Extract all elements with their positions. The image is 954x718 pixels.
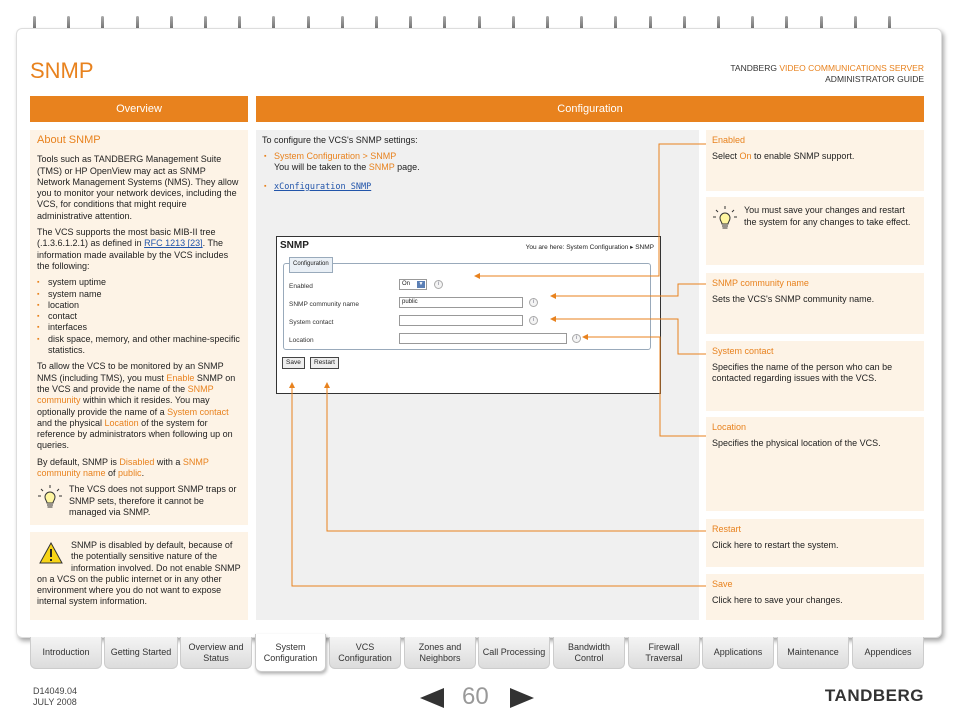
page-number: 60 <box>462 683 489 710</box>
nav-tab-overview-status[interactable]: Overview and Status <box>180 637 252 669</box>
chevron-down-icon: ▼ <box>418 281 424 287</box>
about-paragraph-3: To allow the VCS to be monitored by an SNMP NMS (including TMS), you must Enable SNMP on the VCS and provide the name of the SNMP community within which it resides. You may optionally provide the name of a System contact and the physical Location of the system for reference by administrators when following up on queries. <box>37 361 236 451</box>
about-paragraph-2: The VCS supports the most basic MIB-II tree (.1.3.6.1.2.1) as defined in RFC 1213 [23]. The information made available by the VCS includes the following: <box>37 227 229 271</box>
contact-note: System contact Specifies the name of the person who can be contacted regarding issues with the VCS. <box>706 341 924 411</box>
nav-tab-system-configuration[interactable]: System Configuration <box>255 634 326 672</box>
list-item: ▪ disk space, memory, and other machine-specific statistics. <box>37 334 241 357</box>
document-header: TANDBERG VIDEO COMMUNICATIONS SERVER ADMINISTRATOR GUIDE <box>730 63 924 84</box>
info-icon[interactable]: i <box>529 316 538 325</box>
contact-label: System contact <box>289 319 334 326</box>
tab-configuration: Configuration <box>256 96 924 122</box>
about-paragraph-4: By default, SNMP is Disabled with a SNMP community name of public. <box>37 456 209 479</box>
about-paragraph-1: Tools such as TANDBERG Management Suite (TMS) or HP OpenView may act as SNMP Network Management Systems (NMS). They allow you to monitor your network devices, including the VCS, for conditions that might require administrative attention. <box>37 154 239 221</box>
nav-tab-firewall-traversal[interactable]: Firewall Traversal <box>628 637 700 669</box>
save-button[interactable]: Save <box>282 357 305 369</box>
tip-text: The VCS does not support SNMP traps or SNMP sets, therefore it cannot be managed via SNMP. <box>69 484 237 517</box>
location-note: Location Specifies the physical location of the VCS. <box>706 417 924 511</box>
info-icon[interactable]: i <box>434 280 443 289</box>
info-icon[interactable]: i <box>529 298 538 307</box>
menu-path-item: ▪ System Configuration > SNMP You will be taken to the SNMP page. <box>262 151 682 174</box>
list-item: ▪ contact <box>37 311 241 322</box>
about-snmp-panel <box>30 130 248 525</box>
lightbulb-icon <box>37 484 63 510</box>
rfc-link[interactable]: RFC 1213 [23] <box>144 238 203 249</box>
nav-tab-appendices[interactable]: Appendices <box>852 637 924 669</box>
snmp-page-screenshot <box>276 236 661 394</box>
nav-tab-vcs-configuration[interactable]: VCS Configuration <box>329 637 401 669</box>
warning-icon <box>39 542 63 564</box>
tab-overview: Overview <box>30 96 248 122</box>
page-title: SNMP <box>30 58 94 83</box>
configuration-fieldset <box>283 263 651 350</box>
community-label: SNMP community name <box>289 301 359 308</box>
list-item: ▪ location <box>37 300 241 311</box>
info-icon[interactable]: i <box>572 334 581 343</box>
community-input[interactable]: public <box>399 297 523 308</box>
next-page-arrow-icon[interactable] <box>510 688 534 708</box>
restart-note: Restart Click here to restart the system. <box>706 519 924 567</box>
warning-panel <box>30 532 248 620</box>
contact-input[interactable] <box>399 315 523 326</box>
configuration-panel <box>256 130 699 620</box>
nav-tab-introduction[interactable]: Introduction <box>30 637 102 669</box>
config-intro: To configure the VCS's SNMP settings: <box>262 135 418 145</box>
location-label: Location <box>289 337 314 344</box>
footer-doc-info: D14049.04 JULY 2008 <box>33 686 78 707</box>
nav-tab-getting-started[interactable]: Getting Started <box>104 637 178 669</box>
restart-tip-note: You must save your changes and restart the system for any changes to take effect. <box>706 197 924 265</box>
screenshot-title: SNMP <box>280 240 309 251</box>
cli-item <box>262 181 682 194</box>
nav-tab-bandwidth-control[interactable]: Bandwidth Control <box>553 637 625 669</box>
warning-text: SNMP is disabled by default, because of the potentially sensitive nature of the information involved. Do not enable SNMP on a VCS on the public internet or in any other environment where you do not want to expose internal system information. <box>37 540 241 607</box>
cli-link[interactable]: xConfiguration SNMP <box>274 181 372 192</box>
info-list <box>37 277 241 356</box>
save-note: Save Click here to save your changes. <box>706 574 924 620</box>
menu-path: System Configuration > SNMP <box>274 150 397 161</box>
nav-tab-applications[interactable]: Applications <box>702 637 774 669</box>
nav-tab-call-processing[interactable]: Call Processing <box>478 637 550 669</box>
list-item: ▪ interfaces <box>37 322 241 333</box>
previous-page-arrow-icon[interactable] <box>420 688 444 708</box>
community-note: SNMP community name Sets the VCS's SNMP community name. <box>706 273 924 334</box>
enabled-label: Enabled <box>289 283 313 290</box>
tip-note <box>37 484 241 518</box>
fieldset-legend: Configuration <box>289 257 333 273</box>
nav-tab-zones-neighbors[interactable]: Zones and Neighbors <box>404 637 476 669</box>
nav-tab-maintenance[interactable]: Maintenance <box>777 637 849 669</box>
location-input[interactable] <box>399 333 567 344</box>
about-heading: About SNMP <box>37 134 101 146</box>
list-item: ▪ system uptime <box>37 277 241 288</box>
restart-button[interactable]: Restart <box>310 357 339 369</box>
lightbulb-icon <box>712 205 738 231</box>
enabled-select[interactable]: On ▼ <box>399 279 427 290</box>
enabled-note: Enabled Select On to enable SNMP support. <box>706 130 924 191</box>
list-item: ▪ system name <box>37 289 241 300</box>
tandberg-logo: TANDBERG <box>824 686 924 705</box>
breadcrumb: You are here: System Configuration ▸ SNMP <box>525 244 654 251</box>
